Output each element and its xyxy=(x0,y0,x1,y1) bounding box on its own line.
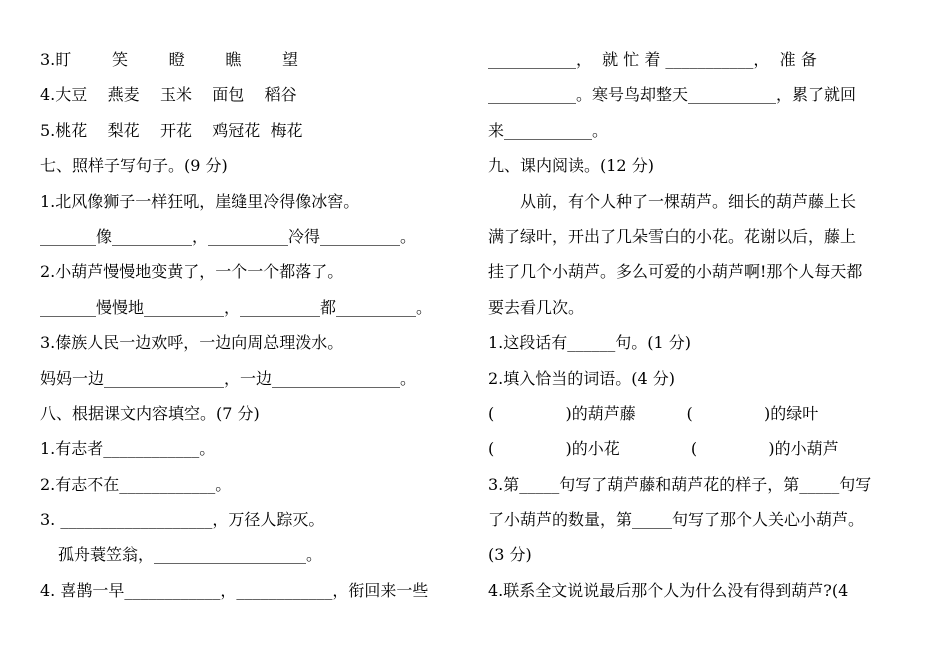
fill-blank-4-continued-1: ___________， 就 忙 着 ___________， 准 备 xyxy=(488,50,817,69)
fill-blank-3: 3. ___________________，万径人踪灭。 xyxy=(40,510,325,530)
reading-passage-line-3: 挂了几个小葫芦。多么可爱的小葫芦啊!那个人每天都 xyxy=(488,262,863,282)
word-group-3: 3.盯 笑 瞪 瞧 望 xyxy=(40,50,299,69)
question-3-score: (3 分) xyxy=(488,545,532,565)
question-3-line-2: 了小葫芦的数量，第_____句写了那个人关心小葫芦。 xyxy=(488,510,865,530)
question-3-line-1: 3.第_____句写了葫芦藤和葫芦花的样子，第_____句写 xyxy=(488,474,872,494)
right-column xyxy=(488,42,918,608)
fill-blank-3-second-line: 孤舟蓑笠翁，___________________。 xyxy=(58,545,323,565)
fill-blank-2: 2.有志不在____________。 xyxy=(40,474,232,494)
question-1: 1.这段话有______句。(1 分) xyxy=(488,333,692,353)
question-2: 2.填入恰当的词语。(4 分) xyxy=(488,368,676,388)
section-8-heading: 八、根据课文内容填空。(7 分) xyxy=(40,403,260,423)
fill-line-1: _______像__________，__________冷得__________。 xyxy=(40,226,417,246)
left-column xyxy=(40,42,475,608)
example-sentence-3: 3.傣族人民一边欢呼，一边向周总理泼水。 xyxy=(40,333,344,353)
question-2-row-1: ( )的葫芦藤 ( )的绿叶 xyxy=(488,403,819,423)
fill-line-2: _______慢慢地__________，__________都__________。 xyxy=(40,297,433,317)
example-sentence-2: 2.小葫芦慢慢地变黄了，一个一个都落了。 xyxy=(40,262,344,282)
question-4: 4.联系全文说说最后那个人为什么没有得到葫芦?(4 xyxy=(488,580,849,600)
example-sentence-1: 1.北风像狮子一样狂吼，崖缝里冷得像冰窖。 xyxy=(40,191,360,211)
question-2-row-2: ( )的小花 ( )的小葫芦 xyxy=(488,439,839,459)
reading-passage-line-4: 要去看几次。 xyxy=(488,297,585,317)
reading-passage-line-2: 满了绿叶，开出了几朵雪白的小花。花谢以后，藤上 xyxy=(488,226,857,246)
fill-line-3: 妈妈一边_______________，一边________________。 xyxy=(40,368,417,388)
section-9-heading: 九、课内阅读。(12 分) xyxy=(488,156,654,176)
fill-blank-4: 4. 喜鹊一早____________，____________，衔回来一些 xyxy=(40,580,429,600)
word-group-5: 5.桃花 梨花 开花 鸡冠花 梅花 xyxy=(40,120,303,140)
reading-passage-line-1: 从前，有个人种了一棵葫芦。细长的葫芦藤上长 xyxy=(520,191,857,211)
fill-blank-1: 1.有志者____________。 xyxy=(40,439,216,459)
fill-blank-4-continued-3: 来___________。 xyxy=(488,120,609,140)
word-group-4: 4.大豆 燕麦 玉米 面包 稻谷 xyxy=(40,85,297,105)
section-7-heading: 七、照样子写句子。(9 分) xyxy=(40,156,228,176)
fill-blank-4-continued-2: ___________。寒号鸟却整天___________，累了就回 xyxy=(488,85,857,105)
